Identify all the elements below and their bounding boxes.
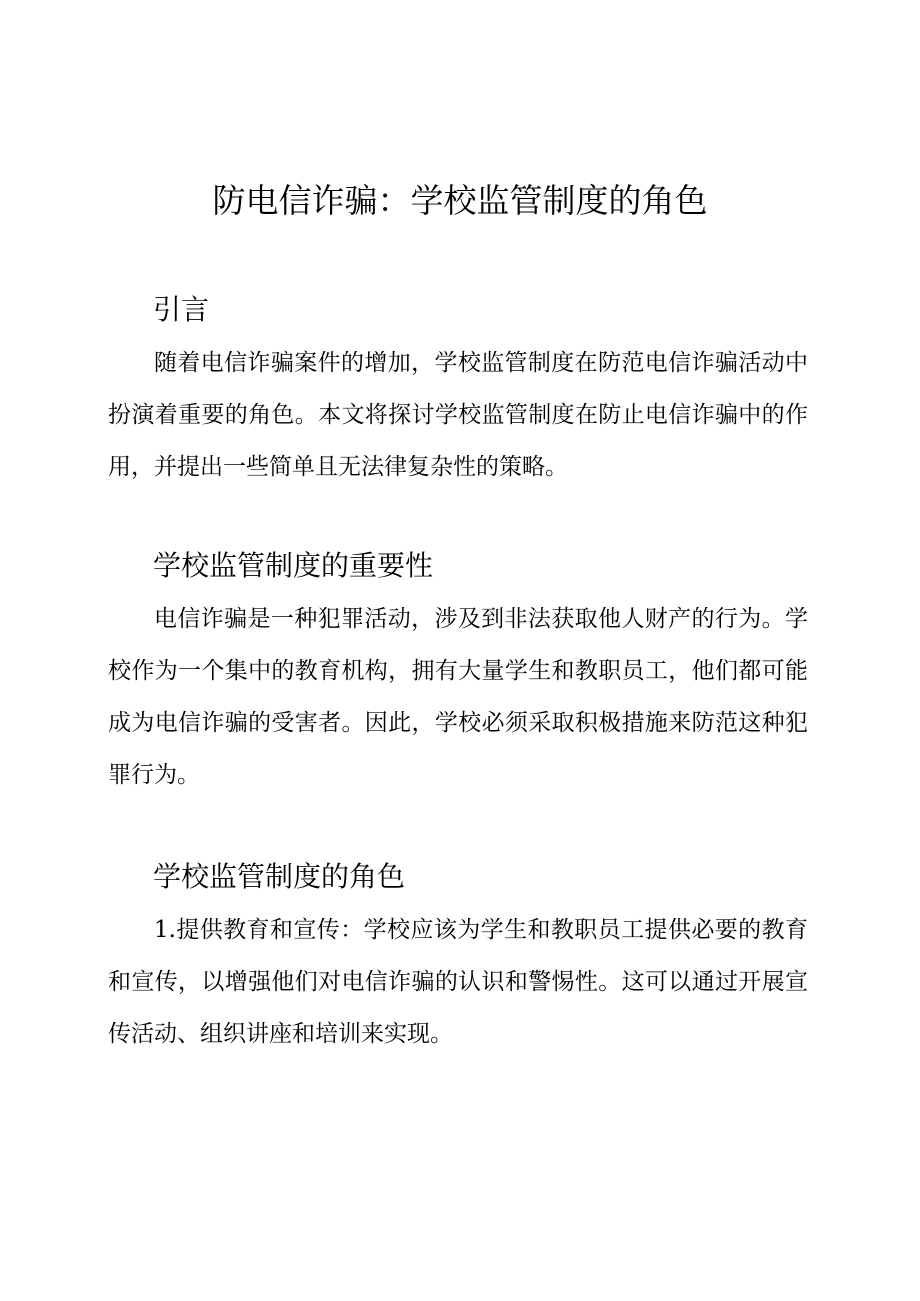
section-heading-role: 学校监管制度的角色 (153, 860, 406, 893)
document-title: 防电信诈骗：学校监管制度的角色 (212, 181, 708, 220)
section-heading-importance: 学校监管制度的重要性 (153, 549, 434, 582)
section-paragraph-importance: 电信诈骗是一种犯罪活动，涉及到非法获取他人财产的行为。学校作为一个集中的教育机构，拥有大量学生和教职员工，他们都可能成为电信诈骗的受害者。因此，学校必须采取积极措施来防范这种犯罪行为。 (108, 606, 808, 788)
section-heading-introduction: 引言 (153, 293, 210, 326)
section-paragraph-role: 1.提供教育和宣传：学校应该为学生和教职员工提供必要的教育和宣传，以增强他们对电信诈骗的认识和警惕性。这可以通过开展宣传活动、组织讲座和培训来实现。 (108, 917, 808, 1047)
section-paragraph-introduction: 随着电信诈骗案件的增加，学校监管制度在防范电信诈骗活动中扮演着重要的角色。本文将探讨学校监管制度在防止电信诈骗中的作用，并提出一些简单且无法律复杂性的策略。 (108, 350, 808, 480)
